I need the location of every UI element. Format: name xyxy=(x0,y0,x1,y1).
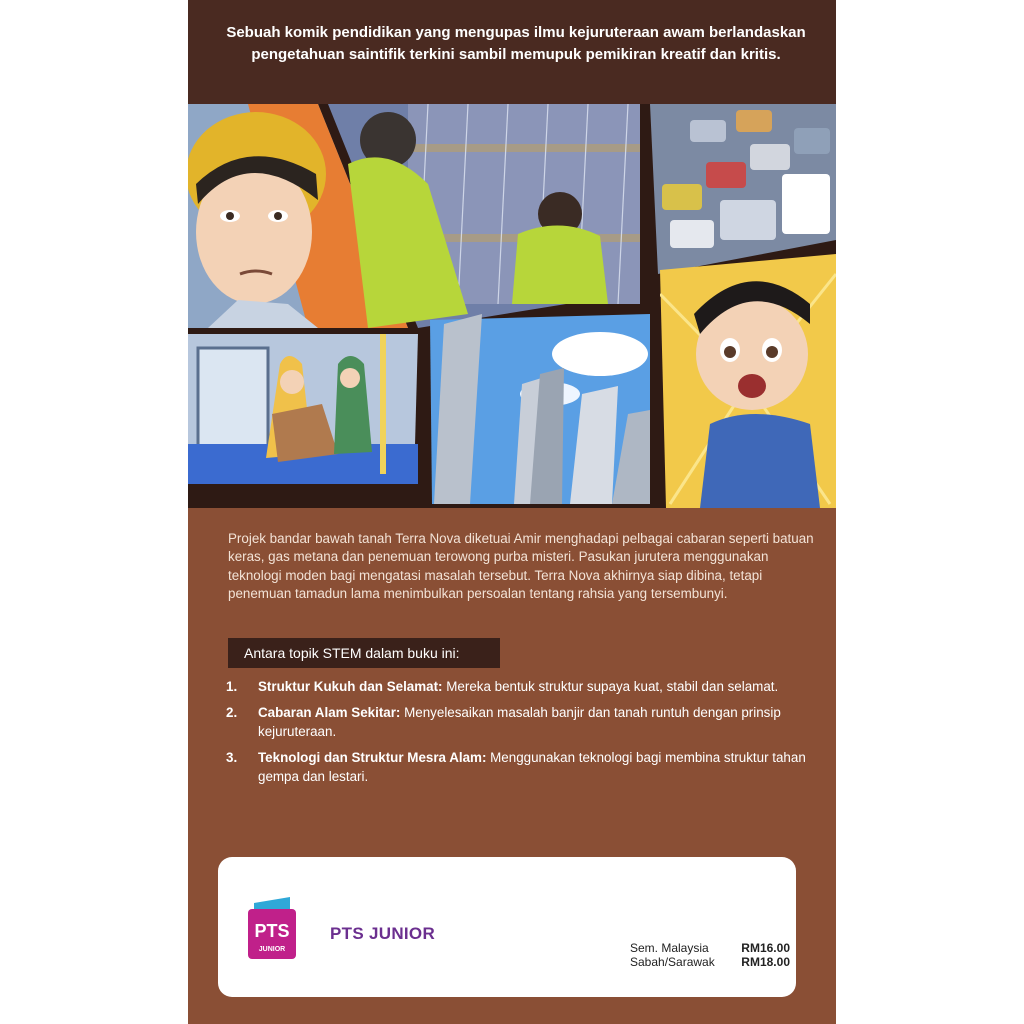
publisher-brand: PTS JUNIOR xyxy=(330,924,436,943)
tagline: Sebuah komik pendidikan yang mengupas ilmu kejuruteraan awam berlandaskan pengetahuan saintifik terkini sambil memupuk pemikiran kreatif dan kritis. xyxy=(226,24,806,63)
list-item xyxy=(226,704,814,741)
price-amount: RM16.00 xyxy=(741,941,790,955)
price-list xyxy=(630,941,790,969)
synopsis-text: Projek bandar bawah tanah Terra Nova diketuai Amir menghadapi pelbagai cabaran seperti batuan keras, gas metana dan penemuan terowong purba misteri. Pasukan jurutera menggunakan teknologi moden bagi mengatasi masalah tersebut. Terra Nova akhirnya siap dibina, tetapi penemuan tamadun lama menimbulkan persoalan tentang rahsia yang tersembunyi. xyxy=(228,531,814,602)
svg-text:JUNIOR: JUNIOR xyxy=(258,946,286,953)
stem-topics-heading: Antara topik STEM dalam buku ini: xyxy=(228,638,500,668)
tagline-band xyxy=(188,0,836,104)
price-amount: RM18.00 xyxy=(741,955,790,969)
price-region: Sabah/Sarawak xyxy=(630,955,715,969)
comic-panel-traffic xyxy=(650,104,836,274)
pts-junior-logo-icon xyxy=(248,897,322,961)
book-back-cover xyxy=(188,0,836,1024)
list-item-title: Struktur Kukuh dan Selamat: xyxy=(258,679,443,694)
list-item xyxy=(226,749,814,786)
comic-panel-train xyxy=(188,334,418,484)
list-item xyxy=(226,678,814,696)
list-item-number: 2. xyxy=(226,705,238,721)
list-item-text: Menyelesaikan masalah banjir dan tanah runtuh dengan prinsip kejuruteraan. xyxy=(258,705,781,739)
price-region: Sem. Malaysia xyxy=(630,941,709,955)
comic-panel-surprised-boy xyxy=(660,254,836,508)
price-row xyxy=(630,955,790,969)
list-item-title: Teknologi dan Struktur Mesra Alam: xyxy=(258,750,487,766)
publisher-footer xyxy=(218,857,796,997)
comic-panel-skyscrapers xyxy=(430,314,650,504)
price-row xyxy=(630,941,790,955)
comic-panel-rain xyxy=(328,104,640,328)
list-item-title: Cabaran Alam Sekitar: xyxy=(258,705,401,721)
list-item-number: 3. xyxy=(226,750,238,766)
list-item-number: 1. xyxy=(226,679,238,694)
svg-text:PTS: PTS xyxy=(254,921,290,941)
stem-topics-list xyxy=(226,678,814,794)
list-item-text: Menggunakan teknologi bagi membina struktur tahan gempa dan lestari. xyxy=(258,750,806,784)
list-item-text: Mereka bentuk struktur supaya kuat, stabil dan selamat. xyxy=(442,679,779,694)
comic-panels xyxy=(188,104,836,508)
